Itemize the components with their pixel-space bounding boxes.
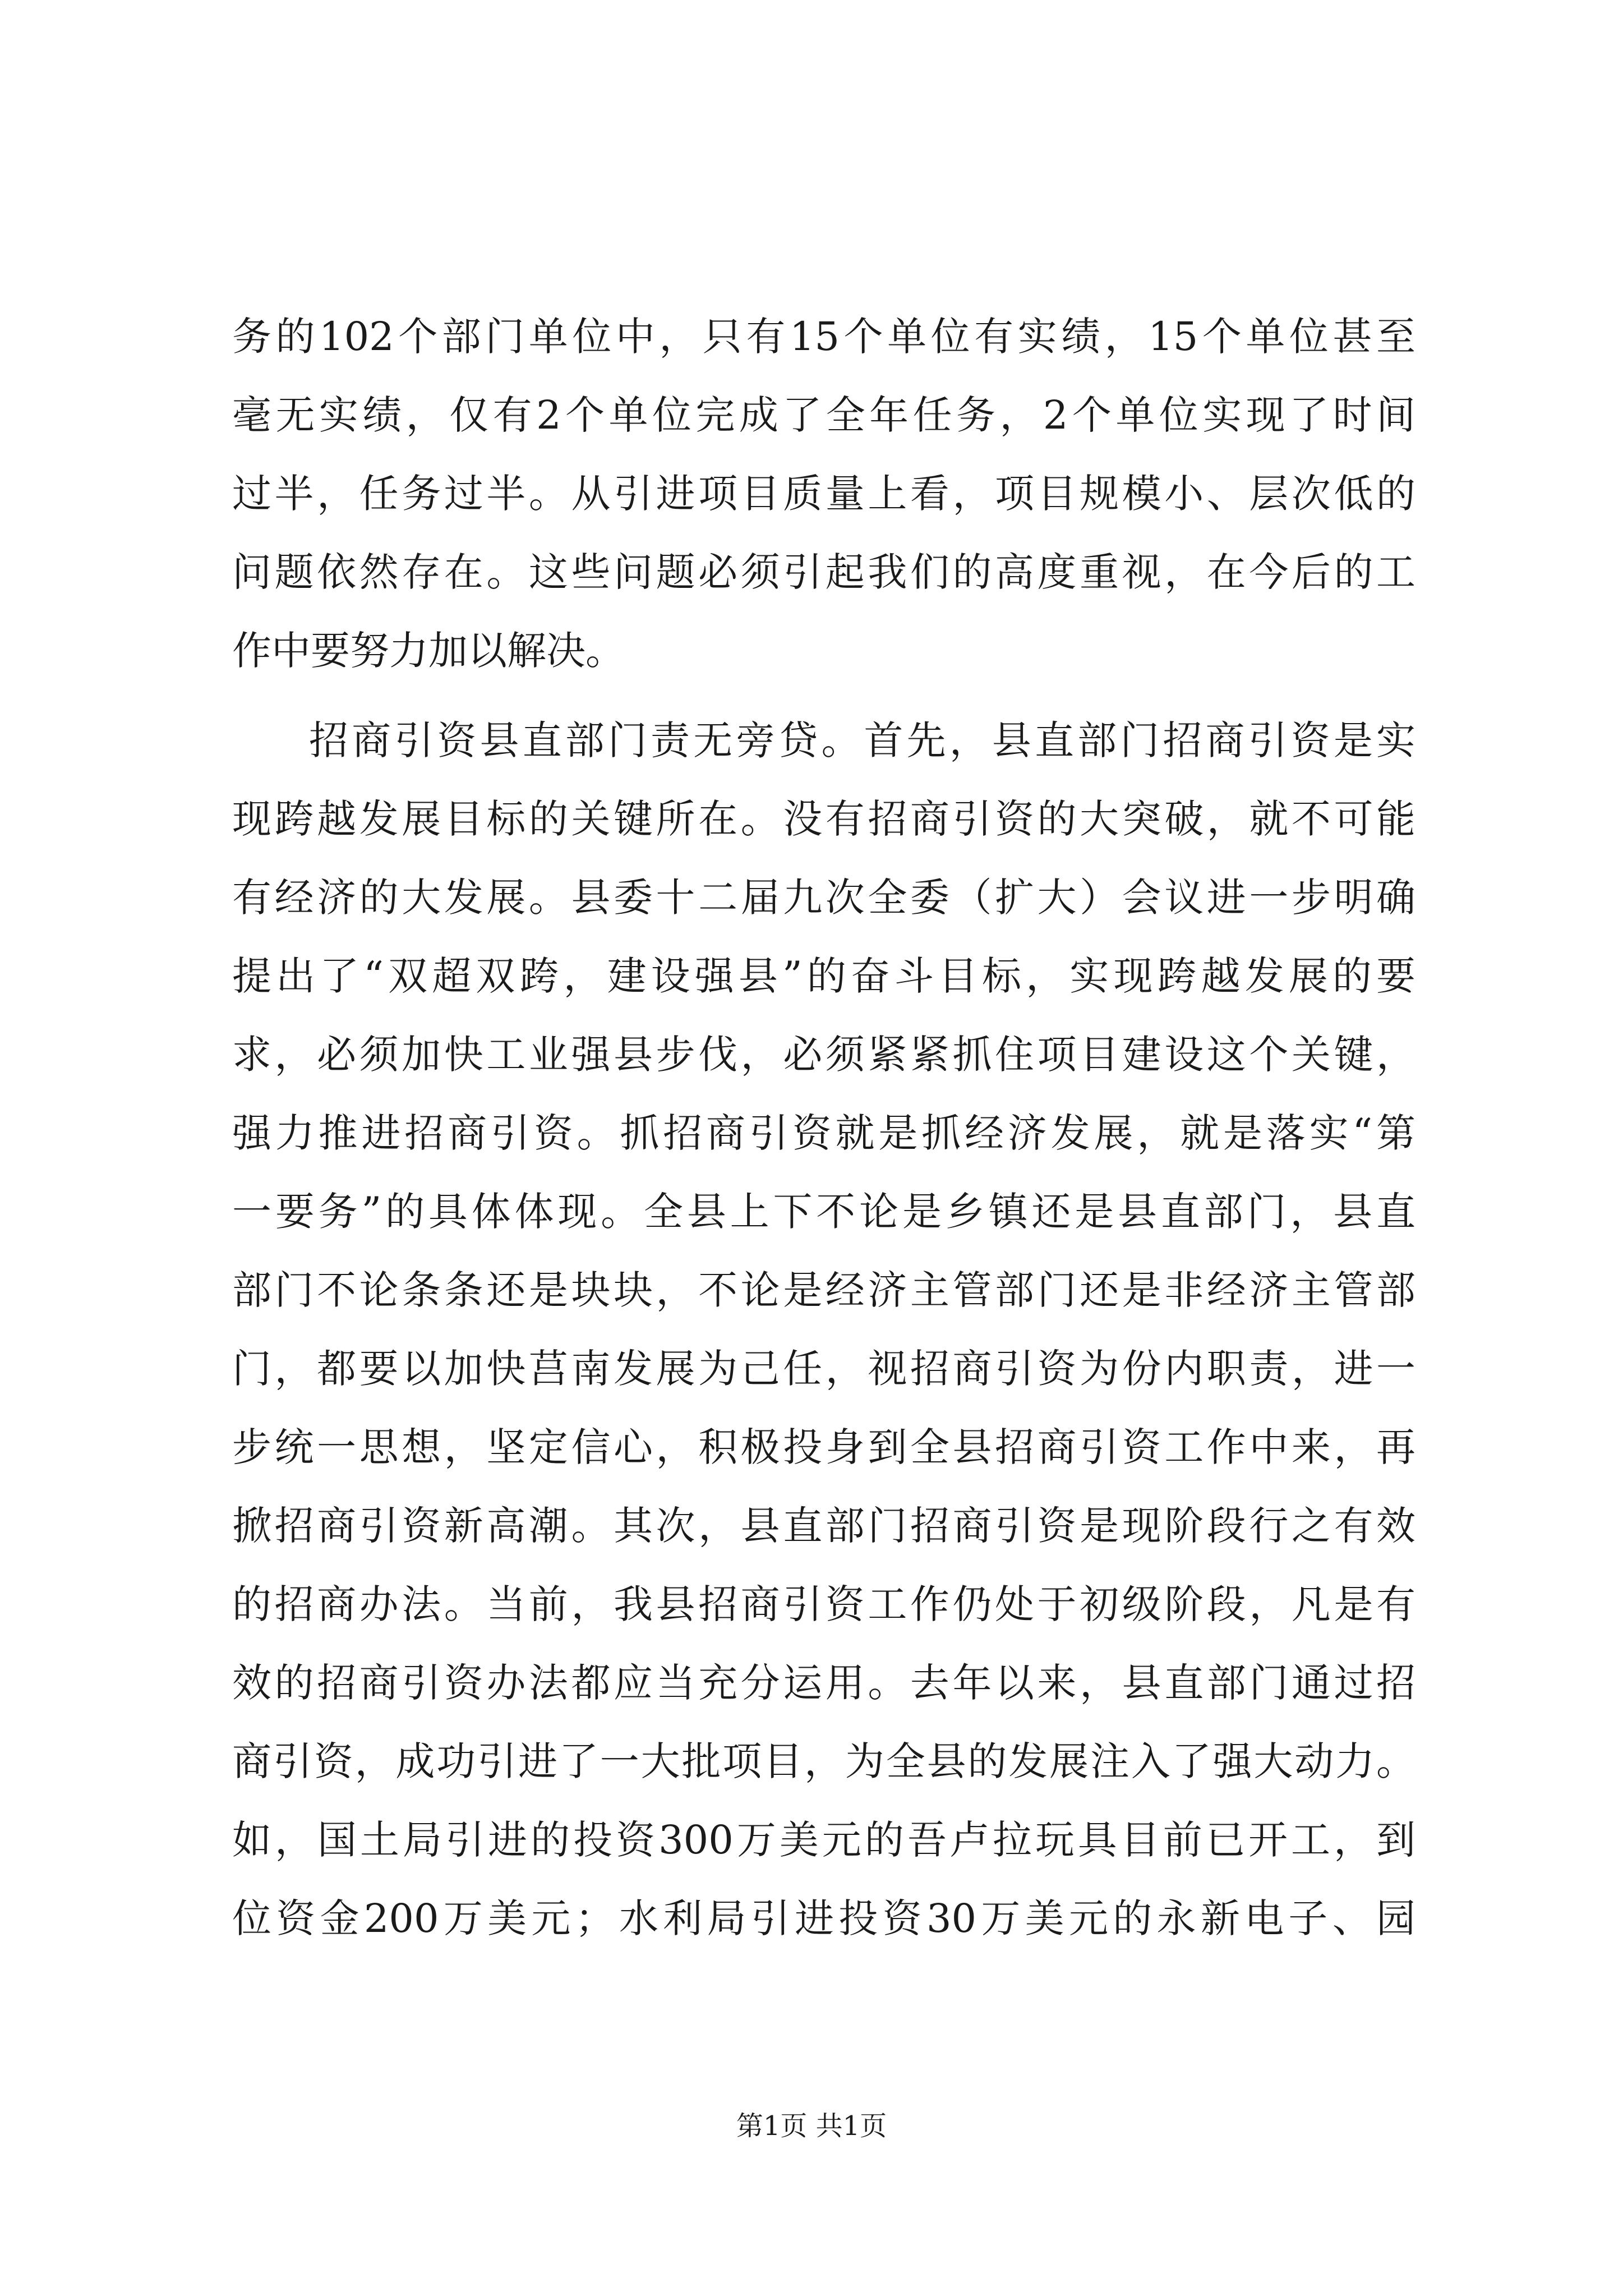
text-line: 有经济的大发展。县委十二届九次全委（扩大）会议进一步明确 — [232, 875, 1415, 921]
text-line: 的招商办法。当前，我县招商引资工作仍处于初级阶段，凡是有 — [232, 1581, 1415, 1627]
page-number-footer: 第1页 共1页 — [736, 2110, 887, 2142]
text-line: 一要务”的具体体现。全县上下不论是乡镇还是县直部门，县直 — [232, 1189, 1415, 1235]
text-line: 如，国土局引进的投资300万美元的吾卢拉玩具目前已开工，到 — [232, 1817, 1415, 1863]
text-line: 门，都要以加快莒南发展为己任，视招商引资为份内职责，进一 — [232, 1346, 1415, 1392]
text-line: 部门不论条条还是块块，不论是经济主管部门还是非经济主管部 — [232, 1267, 1415, 1313]
text-line: 掀招商引资新高潮。其次，县直部门招商引资是现阶段行之有效 — [232, 1503, 1415, 1549]
text-line: 务的102个部门单位中，只有15个单位有实绩，15个单位甚至 — [232, 314, 1415, 360]
text-line: 毫无实绩，仅有2个单位完成了全年任务，2个单位实现了时间 — [232, 392, 1415, 438]
text-line: 现跨越发展目标的关键所在。没有招商引资的大突破，就不可能 — [232, 796, 1415, 842]
text-line: 商引资，成功引进了一大批项目，为全县的发展注入了强大动力。 — [232, 1738, 1415, 1784]
text-line: 效的招商引资办法都应当充分运用。去年以来，县直部门通过招 — [232, 1660, 1415, 1706]
text-line: 步统一思想，坚定信心，积极投身到全县招商引资工作中来，再 — [232, 1424, 1415, 1470]
text-line: 问题依然存在。这些问题必须引起我们的高度重视，在今后的工 — [232, 549, 1415, 595]
text-line: 求，必须加快工业强县步伐，必须紧紧抓住项目建设这个关键， — [232, 1032, 1415, 1078]
text-line: 过半，任务过半。从引进项目质量上看，项目规模小、层次低的 — [232, 471, 1415, 517]
text-line: 作中要努力加以解决。 — [232, 628, 625, 674]
text-line: 强力推进招商引资。抓招商引资就是抓经济发展，就是落实“第 — [232, 1110, 1415, 1156]
text-line: 提出了“双超双跨，建设强县”的奋斗目标，实现跨越发展的要 — [232, 953, 1415, 999]
text-line: 位资金200万美元；水利局引进投资30万美元的永新电子、园 — [232, 1895, 1415, 1941]
text-line: 招商引资县直部门责无旁贷。首先，县直部门招商引资是实 — [309, 717, 1415, 763]
